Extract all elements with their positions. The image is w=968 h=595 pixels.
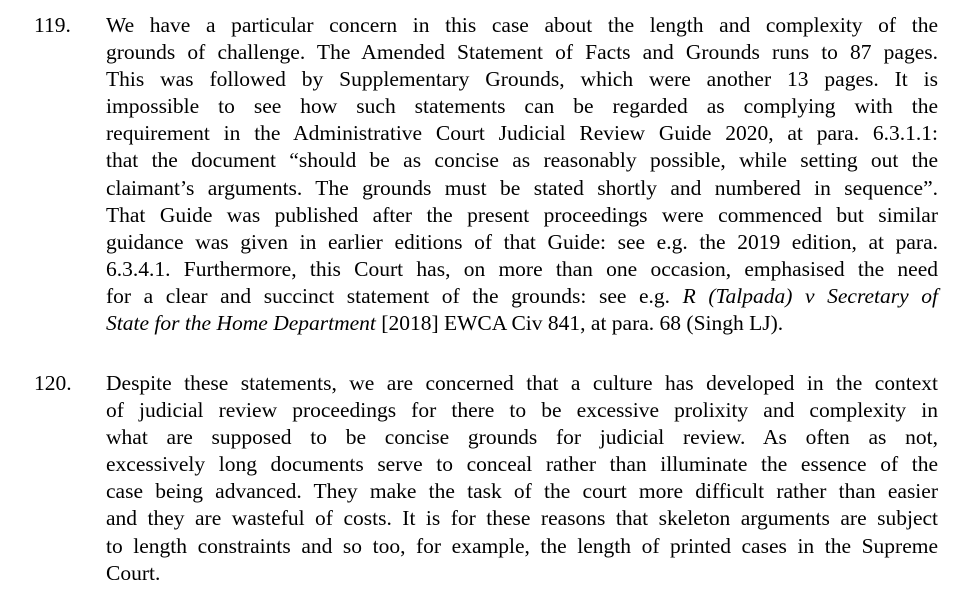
text-line <box>106 39 938 66</box>
case-citation-italic: R (Talpada) v Secretary of <box>682 283 938 308</box>
text-segment: case being advanced. They make the task of the court more difficult rather than easier <box>106 479 938 504</box>
text-segment: requirement in the Administrative Court Judicial Review Guide 2020, at para. 6.3.1.1: <box>106 121 938 146</box>
text-segment: impossible to see how such statements can be regarded as complying with the <box>106 94 938 119</box>
text-segment: what are supposed to be concise grounds for judicial review. As often as not, <box>106 425 938 450</box>
text-line <box>106 93 938 120</box>
text-segment: 6.3.4.1. Furthermore, this Court has, on more than one occasion, emphasised the need <box>106 256 938 281</box>
text-line <box>106 397 938 424</box>
text-line <box>106 560 938 587</box>
text-line <box>106 229 938 256</box>
text-segment: This was followed by Supplementary Grounds, which were another 13 pages. It is <box>106 67 938 92</box>
paragraph-body <box>106 12 938 337</box>
text-segment: [2018] EWCA Civ 841, at para. 68 (Singh LJ). <box>375 311 784 336</box>
text-segment: to length constraints and so too, for example, the length of printed cases in the Supreme <box>106 533 938 558</box>
paragraph-body <box>106 370 938 587</box>
text-line <box>106 12 938 39</box>
text-line <box>106 478 938 505</box>
text-line <box>106 451 938 478</box>
text-line <box>106 202 938 229</box>
text-segment: grounds of challenge. The Amended Statement of Facts and Grounds runs to 87 pages. <box>106 40 938 65</box>
text-segment: and they are wasteful of costs. It is for these reasons that skeleton arguments are subject <box>106 506 938 531</box>
text-line <box>106 66 938 93</box>
text-line <box>106 175 938 202</box>
paragraph-number: 120. <box>34 371 72 395</box>
text-line <box>106 370 938 397</box>
text-line <box>106 147 938 174</box>
text-segment: Despite these statements, we are concerned that a culture has developed in the context <box>106 371 938 395</box>
paragraph-number: 119. <box>34 13 71 37</box>
text-segment: That Guide was published after the present proceedings were commenced but similar <box>106 202 938 227</box>
text-line <box>106 120 938 147</box>
text-segment: We have a particular concern in this case about the length and complexity of the <box>106 13 938 37</box>
text-segment: guidance was given in earlier editions of that Guide: see e.g. the 2019 edition, at para. <box>106 229 938 254</box>
text-line <box>106 256 938 283</box>
text-segment: claimant’s arguments. The grounds must be stated shortly and numbered in sequence”. <box>106 175 938 200</box>
case-citation-italic: State for the Home Department <box>106 311 376 336</box>
text-segment: that the document “should be as concise as reasonably possible, while setting out the <box>106 148 938 173</box>
text-segment: for a clear and succinct statement of the grounds: see e.g. <box>106 283 683 308</box>
text-line <box>106 310 938 337</box>
text-segment: excessively long documents serve to conceal rather than illuminate the essence of the <box>106 452 938 477</box>
text-line <box>106 283 938 310</box>
text-segment: of judicial review proceedings for there to be excessive prolixity and complexity in <box>106 398 938 423</box>
text-line <box>106 533 938 560</box>
text-segment: Court. <box>106 560 161 585</box>
text-line <box>106 424 938 451</box>
text-line <box>106 505 938 532</box>
